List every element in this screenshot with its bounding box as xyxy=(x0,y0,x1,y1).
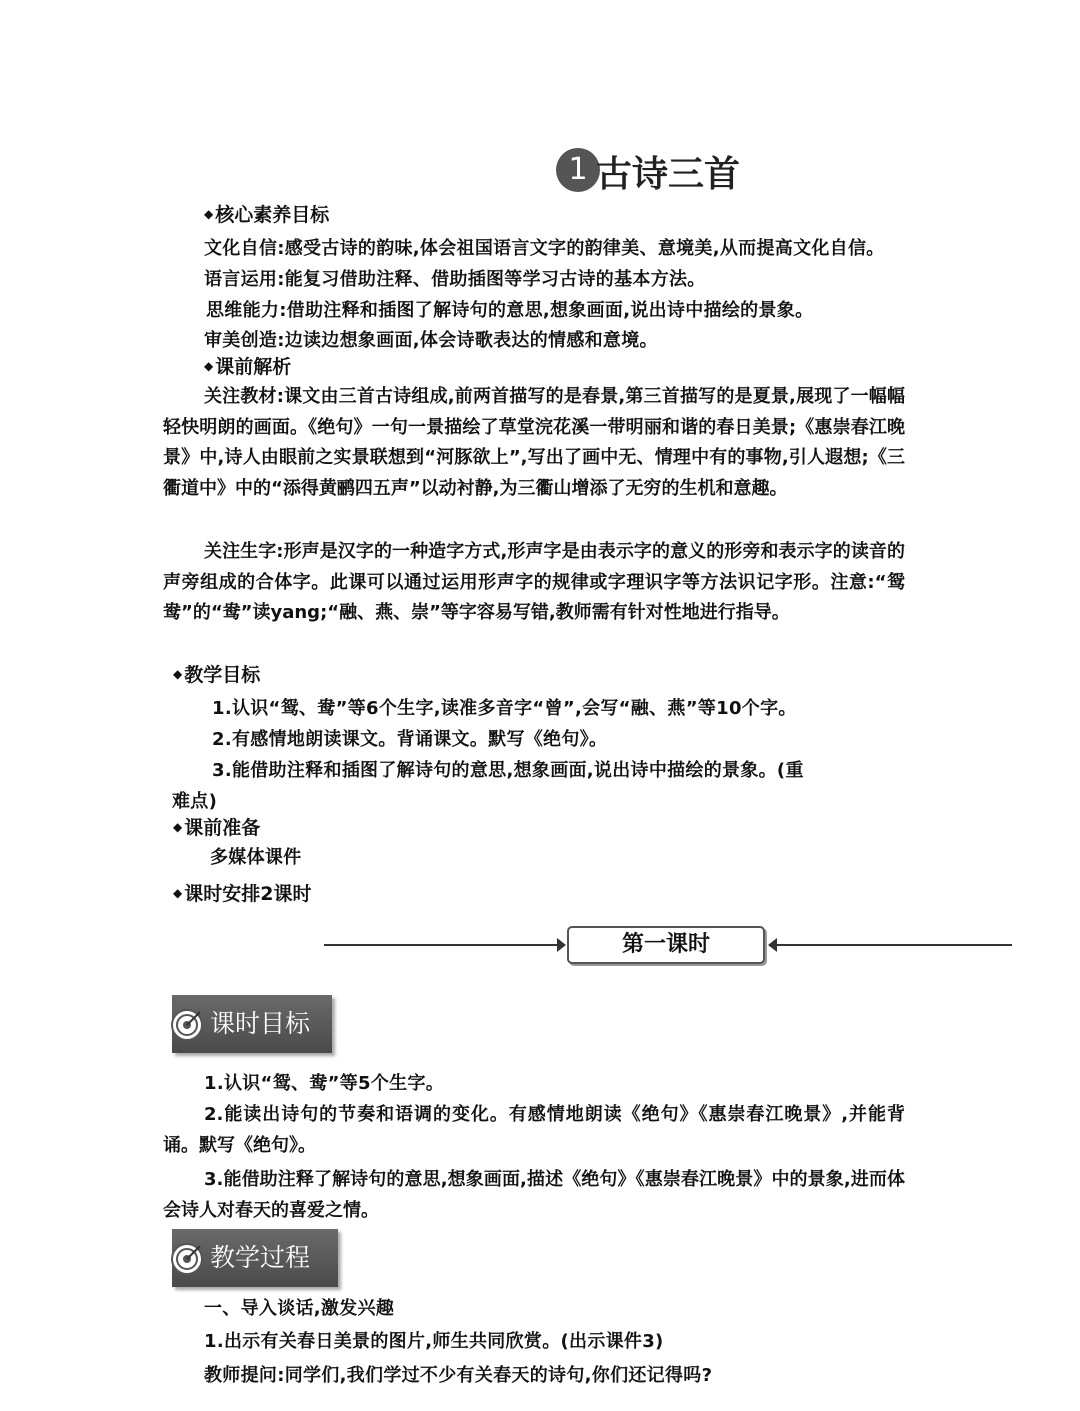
lesson-title-text: 古诗三首 xyxy=(596,154,741,195)
goals-item-3: 3.能借助注释和插图了解诗句的意思,想象画面,说出诗中描绘的景象。(重 xyxy=(212,760,804,781)
diamond-icon: ◆ xyxy=(173,667,183,681)
diamond-icon: ◆ xyxy=(173,886,183,900)
target-icon xyxy=(170,1242,204,1276)
schedule-heading: ◆ 课时安排2课时 xyxy=(173,883,312,905)
divider-left xyxy=(324,944,560,946)
diamond-icon: ◆ xyxy=(173,820,183,834)
goals-heading: ◆ 教学目标 xyxy=(173,664,261,686)
session-label: 第一课时 xyxy=(567,926,765,964)
core-line-2: 语言运用:能复习借助注释、借助插图等学习古诗的基本方法。 xyxy=(204,269,706,290)
goals-item-2: 2.有感情地朗读课文。背诵课文。默写《绝句》。 xyxy=(212,729,608,750)
process-step-heading: 一、导入谈话,激发兴趣 xyxy=(204,1298,395,1319)
diamond-icon: ◆ xyxy=(204,207,214,221)
core-line-1: 文化自信:感受古诗的韵味,体会祖国语言文字的韵律美、意境美,从而提高文化自信。 xyxy=(204,238,885,259)
process-question: 教师提问:同学们,我们学过不少有关春天的诗句,你们还记得吗? xyxy=(204,1365,713,1386)
lesson-number-badge: 1 xyxy=(556,148,600,192)
process-step-1: 1.出示有关春日美景的图片,师生共同欣赏。(出示课件3) xyxy=(204,1331,664,1352)
divider-arrow-left xyxy=(557,938,566,952)
analysis-heading: ◆ 课前解析 xyxy=(204,356,292,378)
goals-item-3-cont: 难点) xyxy=(172,791,218,812)
lesson-goal-1: 1.认识“鸳、鸯”等5个生字。 xyxy=(204,1073,445,1094)
core-line-3: 思维能力:借助注释和插图了解诗句的意思,想象画面,说出诗中描绘的景象。 xyxy=(206,300,814,321)
core-line-4: 审美创造:边读边想象画面,体会诗歌表达的情感和意境。 xyxy=(204,330,658,351)
core-heading: ◆ 核心素养目标 xyxy=(204,204,330,226)
divider-right xyxy=(776,944,1012,946)
goals-item-1: 1.认识“鸳、鸯”等6个生字,读准多音字“曾”,会写“融、燕”等10个字。 xyxy=(212,698,797,719)
analysis-paragraph-2: 关注生字:形声是汉字的一种造字方式,形声字是由表示字的意义的形旁和表示字的读音的声旁组成的合体字。此课可以通过运用形声字的规律或字理识字等方法识记字形。注意:“鸳鸯”的“鸯”读yang;“融、燕、崇”等字容易写错,教师需有针对性地进行指导。 xyxy=(163,541,905,623)
prep-heading: ◆ 课前准备 xyxy=(173,817,261,839)
lesson-goal-2: 2.能读出诗句的节奏和语调的变化。有感情地朗读《绝句》《惠崇春江晚景》,并能背诵。默写《绝句》。 xyxy=(163,1104,905,1156)
diamond-icon: ◆ xyxy=(204,359,214,373)
lesson-goals-banner-text: 课时目标 xyxy=(210,1009,311,1038)
analysis-paragraph-1: 关注教材:课文由三首古诗组成,前两首描写的是春景,第三首描写的是夏景,展现了一幅幅轻快明朗的画面。《绝句》一句一景描绘了草堂浣花溪一带明丽和谐的春日美景;《惠崇春江晚景》中,诗人由眼前之实景联想到“河豚欲上”,写出了画中无、情理中有的事物,引人遐想;《三衢道中》中的“添得黄鹂四五声”以动衬静,为三衢山增添了无穷的生机和意趣。 xyxy=(163,386,905,499)
lesson-goal-3: 3.能借助注释了解诗句的意思,想象画面,描述《绝句》《惠崇春江晚景》中的景象,进而体会诗人对春天的喜爱之情。 xyxy=(163,1169,905,1221)
target-icon xyxy=(170,1008,204,1042)
process-banner-text: 教学过程 xyxy=(210,1243,311,1272)
prep-text: 多媒体课件 xyxy=(210,847,302,868)
